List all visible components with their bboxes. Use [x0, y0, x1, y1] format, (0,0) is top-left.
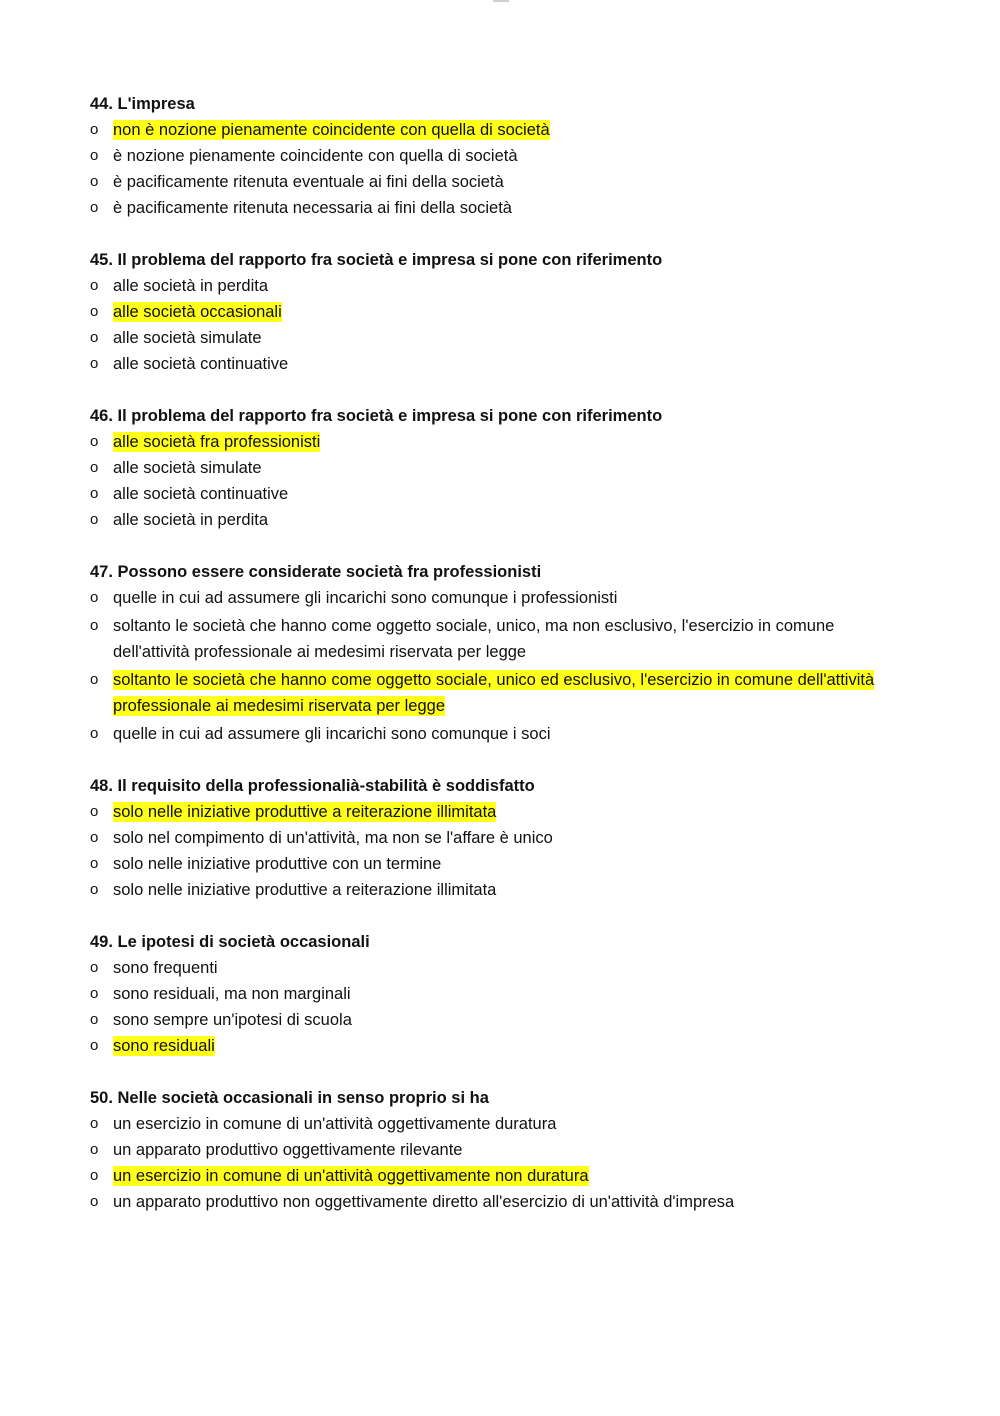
- option-text: solo nelle iniziative produttive a reiterazione illimitata: [113, 881, 497, 899]
- option-item: [90, 1137, 910, 1163]
- option-text: sono sempre un'ipotesi di scuola: [113, 1011, 352, 1029]
- option-item: [90, 825, 910, 851]
- option-item: [90, 507, 910, 533]
- question-title: 45. Il problema del rapporto fra società e impresa si pone con riferimento: [90, 251, 663, 269]
- question-title: 49. Le ipotesi di società occasionali: [90, 933, 370, 951]
- option-item: [90, 851, 910, 877]
- option-item: [90, 143, 910, 169]
- option-text-highlighted: soltanto le società che hanno come oggetto sociale, unico ed esclusivo, l'esercizio in comune dell'attività professionale ai medesimi riservata per legge: [113, 671, 875, 715]
- bullet-circle-icon: o: [90, 671, 99, 688]
- option-item: [90, 981, 910, 1007]
- bullet-circle-icon: o: [90, 617, 99, 634]
- bullet-circle-icon: o: [90, 855, 99, 872]
- option-item: [90, 799, 910, 825]
- option-text: un apparato produttivo non oggettivamente diretto all'esercizio di un'attività d'impresa: [113, 1193, 735, 1211]
- bullet-circle-icon: o: [90, 725, 99, 742]
- option-item: [90, 955, 910, 981]
- option-item: [90, 1111, 910, 1137]
- question-49: [90, 929, 910, 1059]
- option-text: è pacificamente ritenuta eventuale ai fini della società: [113, 173, 504, 191]
- page-header-mark: [493, 0, 509, 2]
- option-item: [90, 1163, 910, 1189]
- bullet-circle-icon: o: [90, 985, 99, 1002]
- bullet-circle-icon: o: [90, 485, 99, 502]
- option-text: alle società in perdita: [113, 277, 269, 295]
- option-text: soltanto le società che hanno come oggetto sociale, unico, ma non esclusivo, l'esercizio in comune dell'attività professionale ai medesimi riservata per legge: [113, 617, 835, 661]
- question-title: 50. Nelle società occasionali in senso proprio si ha: [90, 1089, 489, 1107]
- option-item: [90, 721, 910, 747]
- question-50: [90, 1085, 910, 1215]
- option-text: quelle in cui ad assumere gli incarichi sono comunque i soci: [113, 725, 551, 743]
- question-44: [90, 91, 910, 221]
- option-item: [90, 195, 910, 221]
- bullet-circle-icon: o: [90, 803, 99, 820]
- bullet-circle-icon: o: [90, 121, 99, 138]
- option-item: [90, 481, 910, 507]
- bullet-circle-icon: o: [90, 433, 99, 450]
- option-text: alle società in perdita: [113, 511, 269, 529]
- bullet-circle-icon: o: [90, 277, 99, 294]
- question-48: [90, 773, 910, 903]
- option-text: solo nel compimento di un'attività, ma non se l'affare è unico: [113, 829, 553, 847]
- bullet-circle-icon: o: [90, 1037, 99, 1054]
- bullet-circle-icon: o: [90, 147, 99, 164]
- option-text: è pacificamente ritenuta necessaria ai fini della società: [113, 199, 512, 217]
- quiz-content: [90, 91, 910, 1241]
- question-title: 47. Possono essere considerate società fra professionisti: [90, 563, 542, 581]
- option-list: [90, 429, 910, 533]
- bullet-circle-icon: o: [90, 173, 99, 190]
- option-text: un apparato produttivo oggettivamente rilevante: [113, 1141, 463, 1159]
- bullet-circle-icon: o: [90, 199, 99, 216]
- bullet-circle-icon: o: [90, 355, 99, 372]
- option-text: alle società simulate: [113, 329, 262, 347]
- option-text-highlighted: sono residuali: [113, 1037, 215, 1055]
- option-text-highlighted: alle società occasionali: [113, 303, 282, 321]
- option-text: è nozione pienamente coincidente con quella di società: [113, 147, 518, 165]
- bullet-circle-icon: o: [90, 511, 99, 528]
- bullet-circle-icon: o: [90, 329, 99, 346]
- option-item: [90, 455, 910, 481]
- option-list: [90, 955, 910, 1059]
- option-item: [90, 117, 910, 143]
- option-text-highlighted: solo nelle iniziative produttive a reiterazione illimitata: [113, 803, 497, 821]
- option-item: [90, 877, 910, 903]
- bullet-circle-icon: o: [90, 1193, 99, 1210]
- option-text: alle società continuative: [113, 485, 289, 503]
- option-item: [90, 667, 910, 719]
- bullet-circle-icon: o: [90, 459, 99, 476]
- bullet-circle-icon: o: [90, 1141, 99, 1158]
- question-title: 48. Il requisito della professionalià-stabilità è soddisfatto: [90, 777, 535, 795]
- bullet-circle-icon: o: [90, 959, 99, 976]
- option-list: [90, 117, 910, 221]
- option-list: [90, 1111, 910, 1215]
- bullet-circle-icon: o: [90, 1115, 99, 1132]
- option-item: [90, 325, 910, 351]
- option-item: [90, 1007, 910, 1033]
- option-item: [90, 169, 910, 195]
- option-list: [90, 273, 910, 377]
- option-list: [90, 799, 910, 903]
- bullet-circle-icon: o: [90, 589, 99, 606]
- option-item: [90, 273, 910, 299]
- option-list: [90, 585, 910, 747]
- question-45: [90, 247, 910, 377]
- option-text: alle società continuative: [113, 355, 289, 373]
- bullet-circle-icon: o: [90, 829, 99, 846]
- bullet-circle-icon: o: [90, 303, 99, 320]
- bullet-circle-icon: o: [90, 881, 99, 898]
- option-item: [90, 585, 910, 611]
- question-title: 46. Il problema del rapporto fra società e impresa si pone con riferimento: [90, 407, 663, 425]
- option-item: [90, 299, 910, 325]
- option-text-highlighted: alle società fra professionisti: [113, 433, 321, 451]
- bullet-circle-icon: o: [90, 1011, 99, 1028]
- option-item: [90, 613, 910, 665]
- question-title: 44. L'impresa: [90, 95, 195, 113]
- question-47: [90, 559, 910, 747]
- option-text: sono frequenti: [113, 959, 218, 977]
- option-text: sono residuali, ma non marginali: [113, 985, 351, 1003]
- option-text: un esercizio in comune di un'attività oggettivamente duratura: [113, 1115, 557, 1133]
- question-46: [90, 403, 910, 533]
- option-text-highlighted: non è nozione pienamente coincidente con quella di società: [113, 121, 550, 139]
- option-item: [90, 429, 910, 455]
- option-text-highlighted: un esercizio in comune di un'attività oggettivamente non duratura: [113, 1167, 589, 1185]
- option-item: [90, 1189, 910, 1215]
- option-text: solo nelle iniziative produttive con un termine: [113, 855, 442, 873]
- option-item: [90, 1033, 910, 1059]
- bullet-circle-icon: o: [90, 1167, 99, 1184]
- option-item: [90, 351, 910, 377]
- option-text: alle società simulate: [113, 459, 262, 477]
- option-text: quelle in cui ad assumere gli incarichi sono comunque i professionisti: [113, 589, 618, 607]
